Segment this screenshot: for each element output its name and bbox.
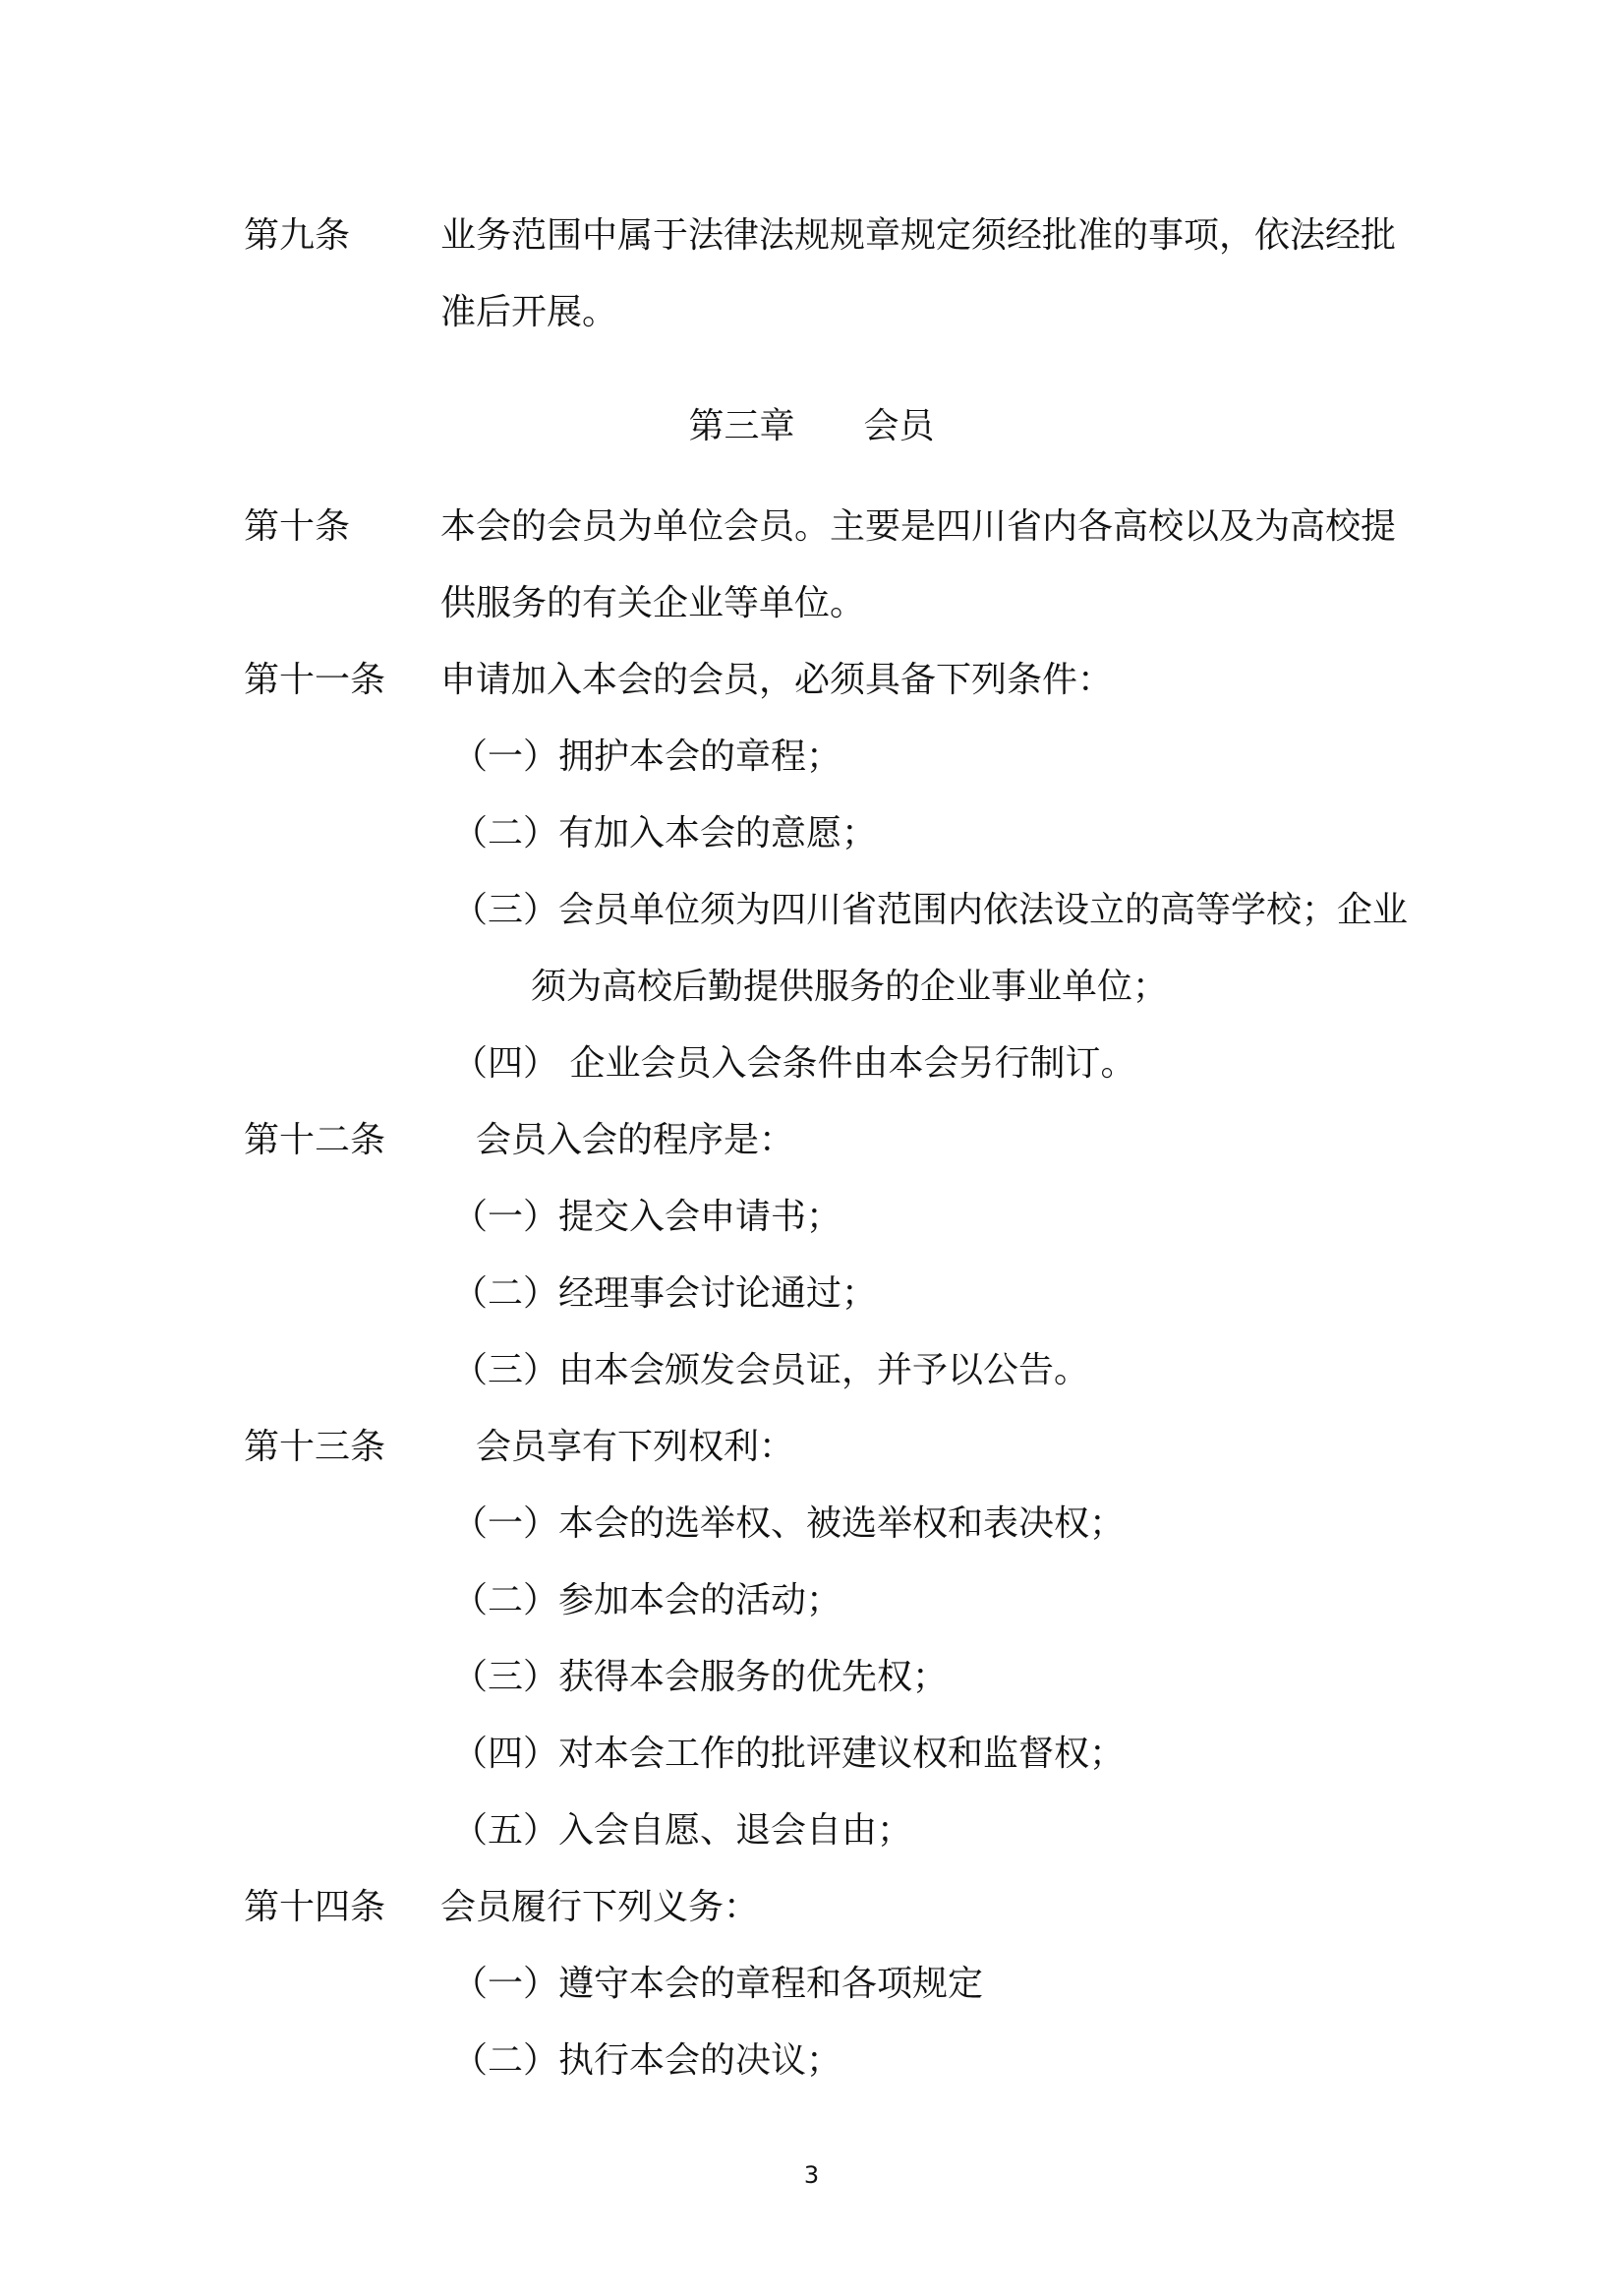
article-14-item-1: （一）遵守本会的章程和各项规定 (452, 1964, 984, 2004)
article-12-item-2: （二）经理事会讨论通过； (452, 1273, 878, 1314)
article-13-item-3: （三）获得本会服务的优先权； (452, 1657, 949, 1697)
article-11-item-1: （一）拥护本会的章程； (452, 736, 842, 777)
article-14-text: 会员履行下列义务： (440, 1887, 760, 1927)
article-10-line-1: 本会的会员为单位会员。主要是四川省内各高校以及为高校提 (440, 506, 1397, 547)
article-11-label: 第十一条 (244, 660, 386, 700)
chapter-title: 会员 (863, 406, 935, 446)
article-13-item-2: （二）参加本会的活动； (452, 1580, 842, 1620)
article-11-item-3-cont: 须为高校后勤提供服务的企业事业单位； (531, 967, 1169, 1007)
page-number: 3 (803, 2161, 820, 2189)
article-13-item-1: （一）本会的选举权、被选举权和表决权； (452, 1503, 1126, 1544)
article-11-item-3: （三）会员单位须为四川省范围内依法设立的高等学校；企业 (452, 890, 1409, 930)
article-9-line-1: 业务范围中属于法律法规规章规定须经批准的事项，依法经批 (440, 215, 1397, 256)
article-14-item-2: （二）执行本会的决议； (452, 2040, 842, 2081)
article-13-item-4: （四）对本会工作的批评建议权和监督权； (452, 1734, 1126, 1774)
chapter-number: 第三章 (688, 406, 795, 446)
article-10-label: 第十条 (244, 506, 351, 547)
article-9-line-2: 准后开展。 (440, 292, 618, 332)
chapter-heading (0, 405, 1623, 448)
article-10-line-2: 供服务的有关企业等单位。 (440, 583, 866, 623)
article-12-item-1: （一）提交入会申请书； (452, 1197, 842, 1237)
article-13-item-5: （五）入会自愿、退会自由； (452, 1810, 913, 1851)
article-12-item-3: （三）由本会颁发会员证，并予以公告。 (452, 1350, 1090, 1390)
article-14-label: 第十四条 (244, 1887, 386, 1927)
article-11-item-2: （二）有加入本会的意愿； (452, 813, 878, 854)
article-9-label: 第九条 (244, 215, 351, 256)
article-12-text: 会员入会的程序是： (476, 1120, 795, 1160)
article-13-label: 第十三条 (244, 1427, 386, 1467)
article-12-label: 第十二条 (244, 1120, 386, 1160)
article-13-text: 会员享有下列权利： (476, 1427, 795, 1467)
article-11-text: 申请加入本会的会员，必须具备下列条件： (440, 660, 1114, 700)
article-11-item-4: （四） 企业会员入会条件由本会另行制订。 (452, 1043, 1136, 1084)
